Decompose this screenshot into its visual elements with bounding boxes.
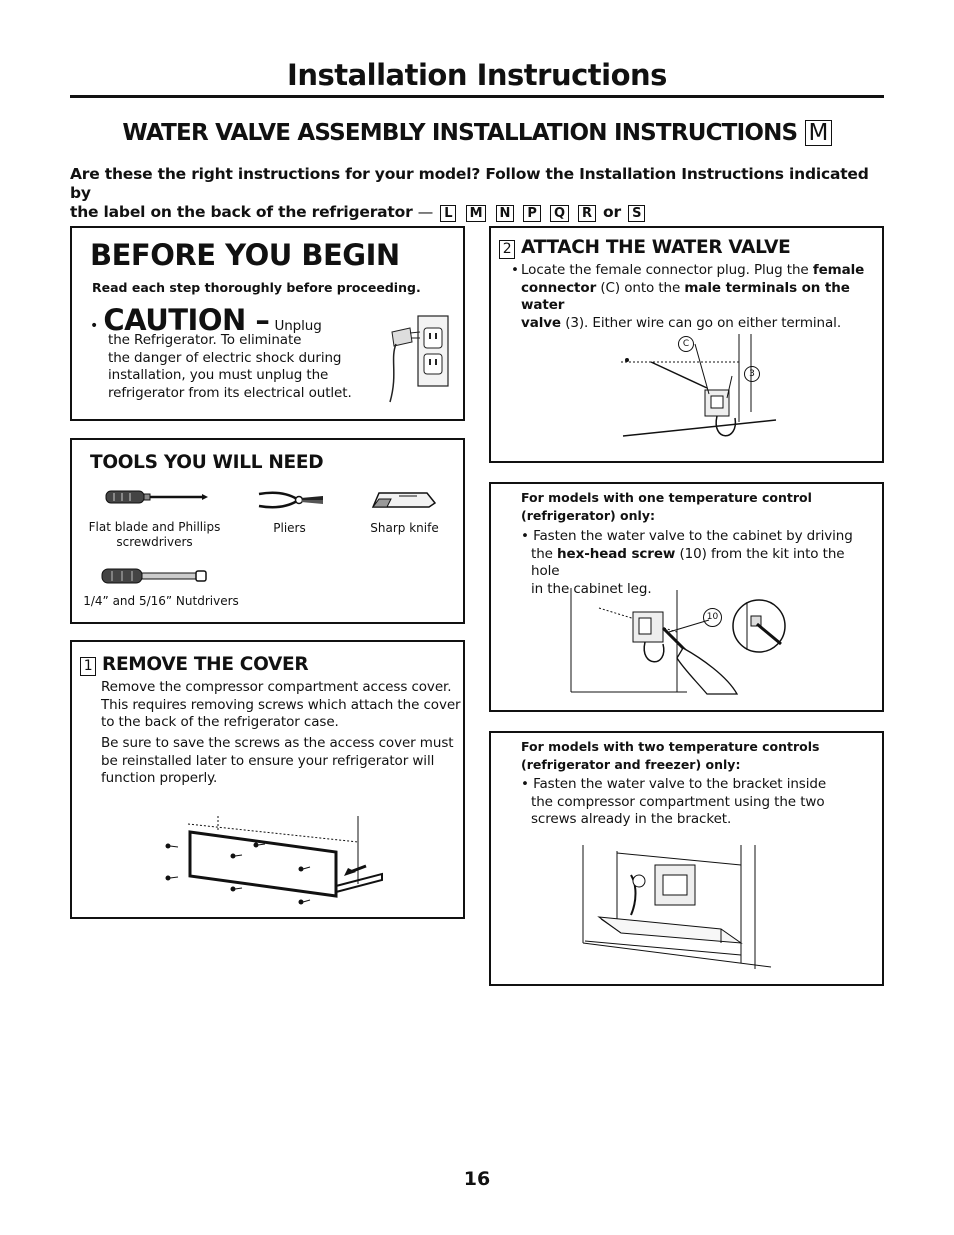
two-temp-heading-line: (refrigerator and freezer) only: — [521, 756, 741, 772]
one-temp-heading-line: For models with one temperature control — [521, 490, 812, 505]
two-temp-box — [489, 731, 884, 986]
step2-text: (3). Either wire can go on either terminal. — [561, 314, 842, 331]
step2-line-2 — [521, 280, 873, 315]
tool-label-screwdrivers — [82, 520, 227, 550]
tool-label-pliers: Pliers — [273, 521, 306, 535]
step2-bullet — [511, 262, 873, 332]
pliers-icon — [257, 488, 327, 512]
title-rule — [70, 95, 884, 98]
intro-line-2 — [70, 203, 890, 222]
two-temp-bullet — [521, 776, 873, 829]
tools-box — [70, 438, 465, 624]
step1-para2-line: function properly. — [101, 770, 218, 786]
two-temp-heading — [521, 738, 820, 773]
one-temp-line-2 — [521, 546, 873, 581]
model-label-s: S — [628, 205, 645, 222]
step2-bold: connector — [521, 279, 597, 296]
step1-title: REMOVE THE COVER — [102, 654, 309, 675]
step2-text: (C) onto the — [596, 279, 685, 296]
intro-line-2-text: the label on the back of the refrigerator — [70, 203, 413, 221]
one-temp-line-1 — [521, 528, 873, 546]
step2-heading — [499, 237, 790, 259]
intro-text — [70, 165, 890, 222]
one-temp-text: Fasten the water valve to the cabinet by driving — [533, 528, 853, 544]
model-label-p: P — [523, 205, 540, 222]
callout-10-text: 10 — [706, 612, 719, 622]
one-temp-heading — [521, 489, 812, 524]
step1-para2-line: be reinstalled later to ensure your refrigerator will — [101, 752, 435, 769]
step2-bullet-mark: • — [511, 262, 519, 278]
intro-line-1: Are these the right instructions for your model? Follow the Installation Instructions indicated by — [70, 165, 869, 202]
step2-line-1 — [521, 262, 873, 280]
caution-line: refrigerator from its electrical outlet. — [108, 384, 352, 401]
caution-line: the Refrigerator. To eliminate — [108, 332, 302, 348]
bracket-illustration — [581, 845, 776, 971]
intro-or: or — [603, 203, 621, 221]
callout-10 — [703, 608, 722, 627]
step1-para1-line: to the back of the refrigerator case. — [101, 714, 339, 730]
step1-para1 — [101, 679, 461, 732]
step2-title: ATTACH THE WATER VALVE — [521, 237, 791, 258]
step1-para2 — [101, 735, 453, 788]
step2-number: 2 — [499, 240, 515, 259]
one-temp-text: the — [531, 545, 558, 562]
caution-line: installation, you must unplug the — [108, 367, 329, 383]
model-label-q: Q — [550, 205, 569, 222]
caution-bullet: • — [90, 318, 99, 334]
hex-screw-illustration — [569, 588, 794, 696]
one-temp-text: (10) from the kit into the hole — [531, 545, 845, 579]
before-you-begin-box — [70, 226, 465, 421]
two-temp-text: Fasten the water valve to the bracket inside — [533, 776, 827, 792]
page-title: Installation Instructions — [287, 58, 667, 92]
caution-title: CAUTION – — [103, 303, 270, 337]
step1-para2-line: Be sure to save the screws as the access cover must — [101, 735, 454, 751]
tool-label-nutdrivers: 1/4” and 5/16” Nutdrivers — [83, 594, 239, 608]
one-temp-text: in the cabinet leg. — [531, 580, 652, 597]
step2-text: Locate the female connector plug. Plug the — [521, 262, 813, 278]
callout-3-text: 3 — [749, 369, 755, 379]
remove-cover-illustration — [160, 814, 386, 910]
two-temp-text: the compressor compartment using the two — [531, 793, 825, 810]
step1-box — [70, 640, 465, 919]
two-temp-line-3 — [521, 811, 873, 829]
one-temp-box — [489, 482, 884, 712]
two-temp-line-1 — [521, 776, 873, 794]
model-label-m: M — [466, 205, 487, 222]
model-label-r: R — [578, 205, 596, 222]
one-temp-bold: hex-head screw — [557, 545, 676, 562]
tool-label-line: screwdrivers — [116, 535, 193, 549]
page-number: 16 — [463, 1168, 491, 1190]
knife-icon — [369, 489, 439, 511]
callout-c — [678, 336, 694, 352]
before-title: BEFORE YOU BEGIN — [90, 238, 400, 272]
caution-lead: Unplug — [274, 318, 322, 334]
two-temp-heading-line: For models with two temperature controls — [521, 739, 820, 754]
one-temp-bullet-mark: • — [521, 528, 529, 544]
caution-line: the danger of electric shock during — [108, 349, 342, 366]
model-label-l: L — [440, 205, 456, 222]
screwdriver-icon — [104, 488, 209, 506]
nutdriver-icon — [100, 567, 208, 585]
model-label-box: M — [805, 120, 832, 146]
section-title — [0, 120, 954, 146]
model-label-n: N — [496, 205, 515, 222]
outlet-plug-illustration — [384, 314, 454, 404]
step2-line-3 — [521, 315, 873, 333]
tool-label-knife: Sharp knife — [370, 521, 439, 535]
step2-bold: female — [812, 262, 865, 278]
step2-box — [489, 226, 884, 463]
tool-label-line: Flat blade and Phillips — [88, 520, 221, 534]
tools-title: TOOLS YOU WILL NEED — [90, 452, 324, 473]
one-temp-heading-line: (refrigerator) only: — [521, 507, 655, 523]
callout-3 — [744, 366, 760, 382]
before-subtitle: Read each step thoroughly before proceeding. — [92, 280, 421, 295]
step2-bold: valve — [521, 314, 561, 331]
step2-bold: male terminals on the water — [521, 279, 850, 313]
intro-dash: — — [417, 203, 434, 221]
two-temp-bullet-mark: • — [521, 776, 529, 792]
callout-c-text: C — [682, 339, 690, 349]
two-temp-text: screws already in the bracket. — [531, 811, 732, 827]
step1-para1-line: Remove the compressor compartment access cover. — [101, 679, 452, 695]
caution-text — [108, 332, 352, 402]
section-title-text: WATER VALVE ASSEMBLY INSTALLATION INSTRUCTIONS — [122, 120, 798, 146]
step1-number: 1 — [80, 657, 96, 676]
step1-para1-line: This requires removing screws which attach the cover — [101, 696, 461, 713]
two-temp-line-2 — [521, 794, 873, 812]
water-valve-illustration — [621, 332, 781, 450]
step1-heading — [80, 654, 308, 676]
